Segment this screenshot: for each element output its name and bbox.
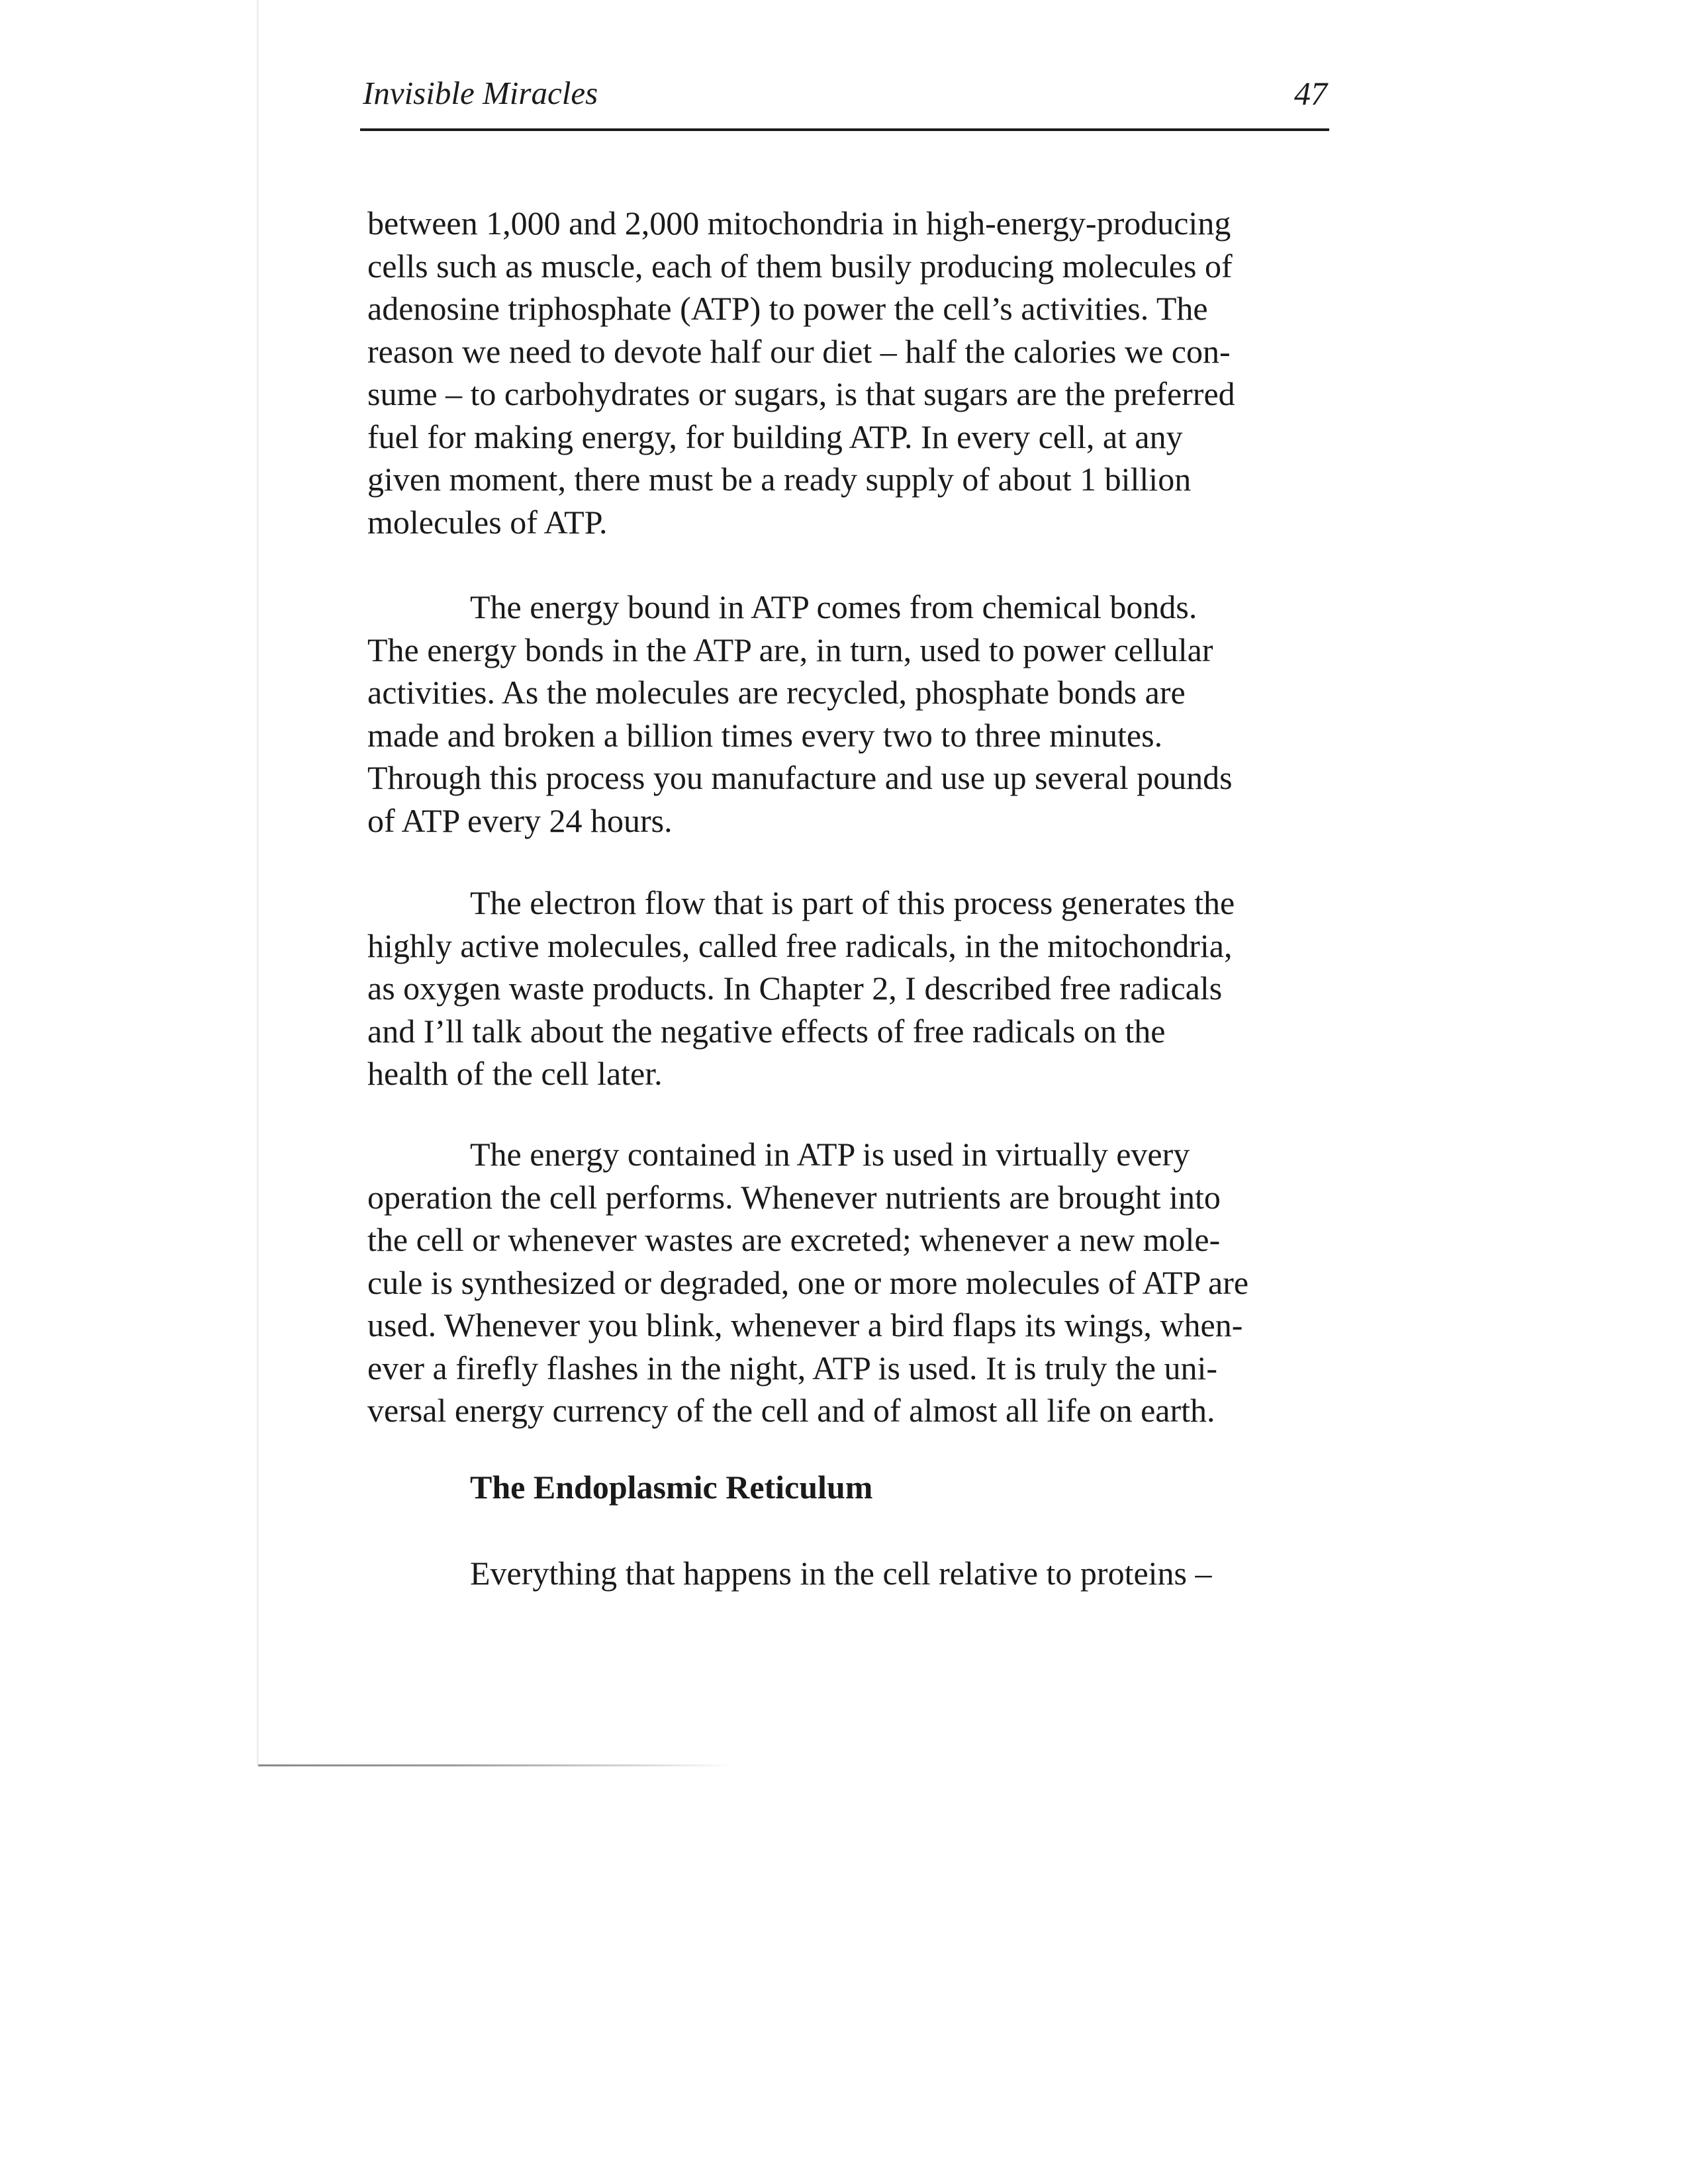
- text-line: The energy bound in ATP comes from chemical bonds.: [470, 588, 1197, 625]
- text-line: between 1,000 and 2,000 mitochondria in high-energy-producing: [367, 205, 1231, 242]
- text-line: and I’ll talk about the negative effects of free radicals on the: [367, 1012, 1166, 1050]
- text-line: highly active molecules, called free radicals, in the mitochondria,: [367, 927, 1233, 964]
- section-first-paragraph: [367, 1552, 1334, 1595]
- text-line: sume – to carbohydrates or sugars, is that sugars are the preferred: [367, 375, 1235, 412]
- text-line: cells such as muscle, each of them busily producing molecules of: [367, 247, 1233, 285]
- section-heading: The Endoplasmic Reticulum: [470, 1469, 873, 1506]
- paragraph-2: [367, 586, 1334, 842]
- text-line: reason we need to devote half our diet – half the calories we con-: [367, 332, 1231, 370]
- text-line: The electron flow that is part of this process generates the: [470, 884, 1235, 921]
- paragraph-1: [367, 202, 1334, 543]
- text-line: made and broken a billion times every two to three minutes.: [367, 716, 1163, 754]
- text-line: given moment, there must be a ready supply of about 1 billion: [367, 461, 1192, 498]
- text-line: The energy bonds in the ATP are, in turn, used to power cellular: [367, 631, 1213, 668]
- text-line: as oxygen waste products. In Chapter 2, I described free radicals: [367, 970, 1223, 1007]
- text-line: The energy contained in ATP is used in virtually every: [470, 1136, 1190, 1173]
- text-line: of ATP every 24 hours.: [367, 801, 673, 839]
- page-bottom-edge: [258, 1764, 735, 1766]
- text-line: molecules of ATP.: [367, 503, 608, 541]
- text-line: adenosine triphosphate (ATP) to power the cell’s activities. The: [367, 290, 1208, 327]
- running-title: Invisible Miracles: [363, 75, 598, 111]
- text-line: activities. As the molecules are recycled, phosphate bonds are: [367, 674, 1186, 711]
- header-rule: [360, 128, 1329, 131]
- text-line: operation the cell performs. Whenever nutrients are brought into: [367, 1178, 1221, 1216]
- text-line: the cell or whenever wastes are excreted; whenever a new mole-: [367, 1221, 1221, 1258]
- text-line: health of the cell later.: [367, 1055, 663, 1092]
- paragraph-4: [367, 1133, 1334, 1432]
- page-number: 47: [1294, 75, 1327, 112]
- text-line: used. Whenever you blink, whenever a bird flaps its wings, when-: [367, 1306, 1243, 1343]
- page-left-edge: [257, 0, 259, 1766]
- text-line: Through this process you manufacture and use up several pounds: [367, 759, 1233, 796]
- text-line: versal energy currency of the cell and of almost all life on earth.: [367, 1392, 1215, 1429]
- text-line: Everything that happens in the cell relative to proteins –: [470, 1555, 1212, 1592]
- text-line: cule is synthesized or degraded, one or more molecules of ATP are: [367, 1263, 1249, 1301]
- paragraph-3: [367, 882, 1334, 1095]
- text-line: ever a firefly flashes in the night, ATP is used. It is truly the uni-: [367, 1349, 1218, 1387]
- text-line: fuel for making energy, for building ATP. In every cell, at any: [367, 418, 1183, 455]
